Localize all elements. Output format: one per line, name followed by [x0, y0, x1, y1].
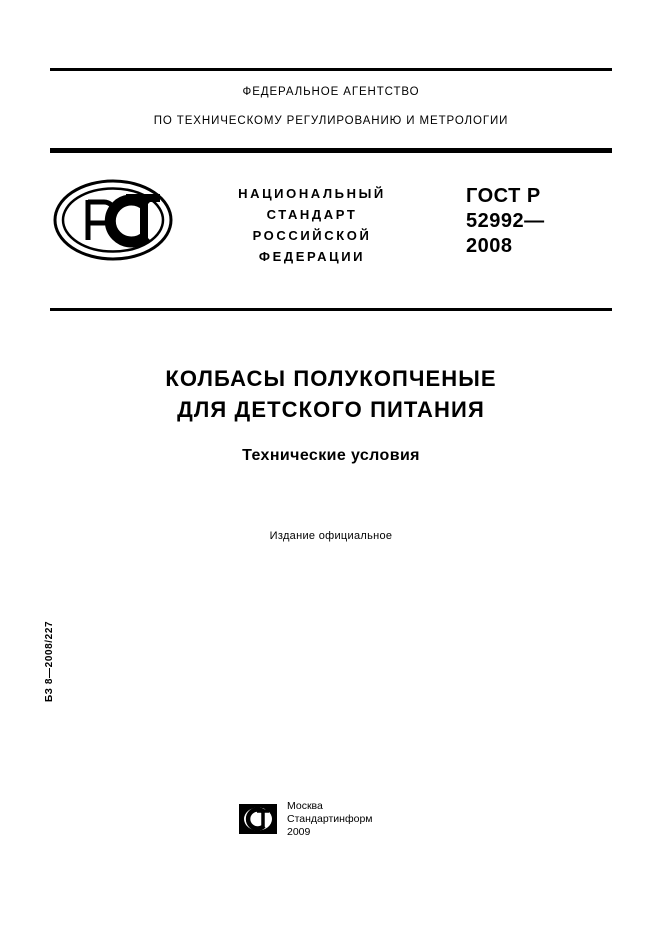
agency-line-1: ФЕДЕРАЛЬНОЕ АГЕНТСТВО	[242, 86, 420, 98]
standartinform-logo-icon	[239, 804, 277, 834]
publisher-text	[287, 800, 437, 839]
standard-title-line-1: НАЦИОНАЛЬНЫЙ	[238, 186, 386, 201]
top-rule	[50, 68, 612, 71]
publisher-block	[239, 800, 439, 856]
publisher-year: 2009	[287, 826, 311, 838]
side-code-label: БЗ 8—2008/227	[44, 620, 55, 702]
designation-line-1: ГОСТ Р	[466, 185, 541, 207]
middle-rule	[50, 308, 612, 311]
standard-title-line-4: ФЕДЕРАЦИИ	[258, 249, 366, 264]
publisher-name: Стандартинформ	[287, 813, 373, 825]
page-title-line-1: КОЛБАСЫ ПОЛУКОПЧЕНЫЕ	[165, 366, 497, 391]
publisher-city: Москва	[287, 800, 323, 812]
page-title	[50, 363, 612, 425]
designation-line-3: 2008	[466, 235, 513, 257]
standard-title	[196, 183, 428, 267]
designation-line-2: 52992—	[466, 210, 545, 232]
standard-designation	[466, 184, 646, 259]
header-thick-rule	[50, 148, 612, 153]
page-title-line-2: ДЛЯ ДЕТСКОГО ПИТАНИЯ	[177, 397, 485, 422]
standard-title-line-2: СТАНДАРТ	[266, 207, 358, 222]
gost-r-emblem-icon	[52, 178, 174, 262]
page-subtitle: Технические условия	[242, 447, 420, 464]
agency-line-2: ПО ТЕХНИЧЕСКОМУ РЕГУЛИРОВАНИЮ И МЕТРОЛОГИИ	[153, 115, 509, 127]
standard-title-line-3: РОССИЙСКОЙ	[252, 228, 372, 243]
edition-note: Издание официальное	[269, 530, 393, 542]
